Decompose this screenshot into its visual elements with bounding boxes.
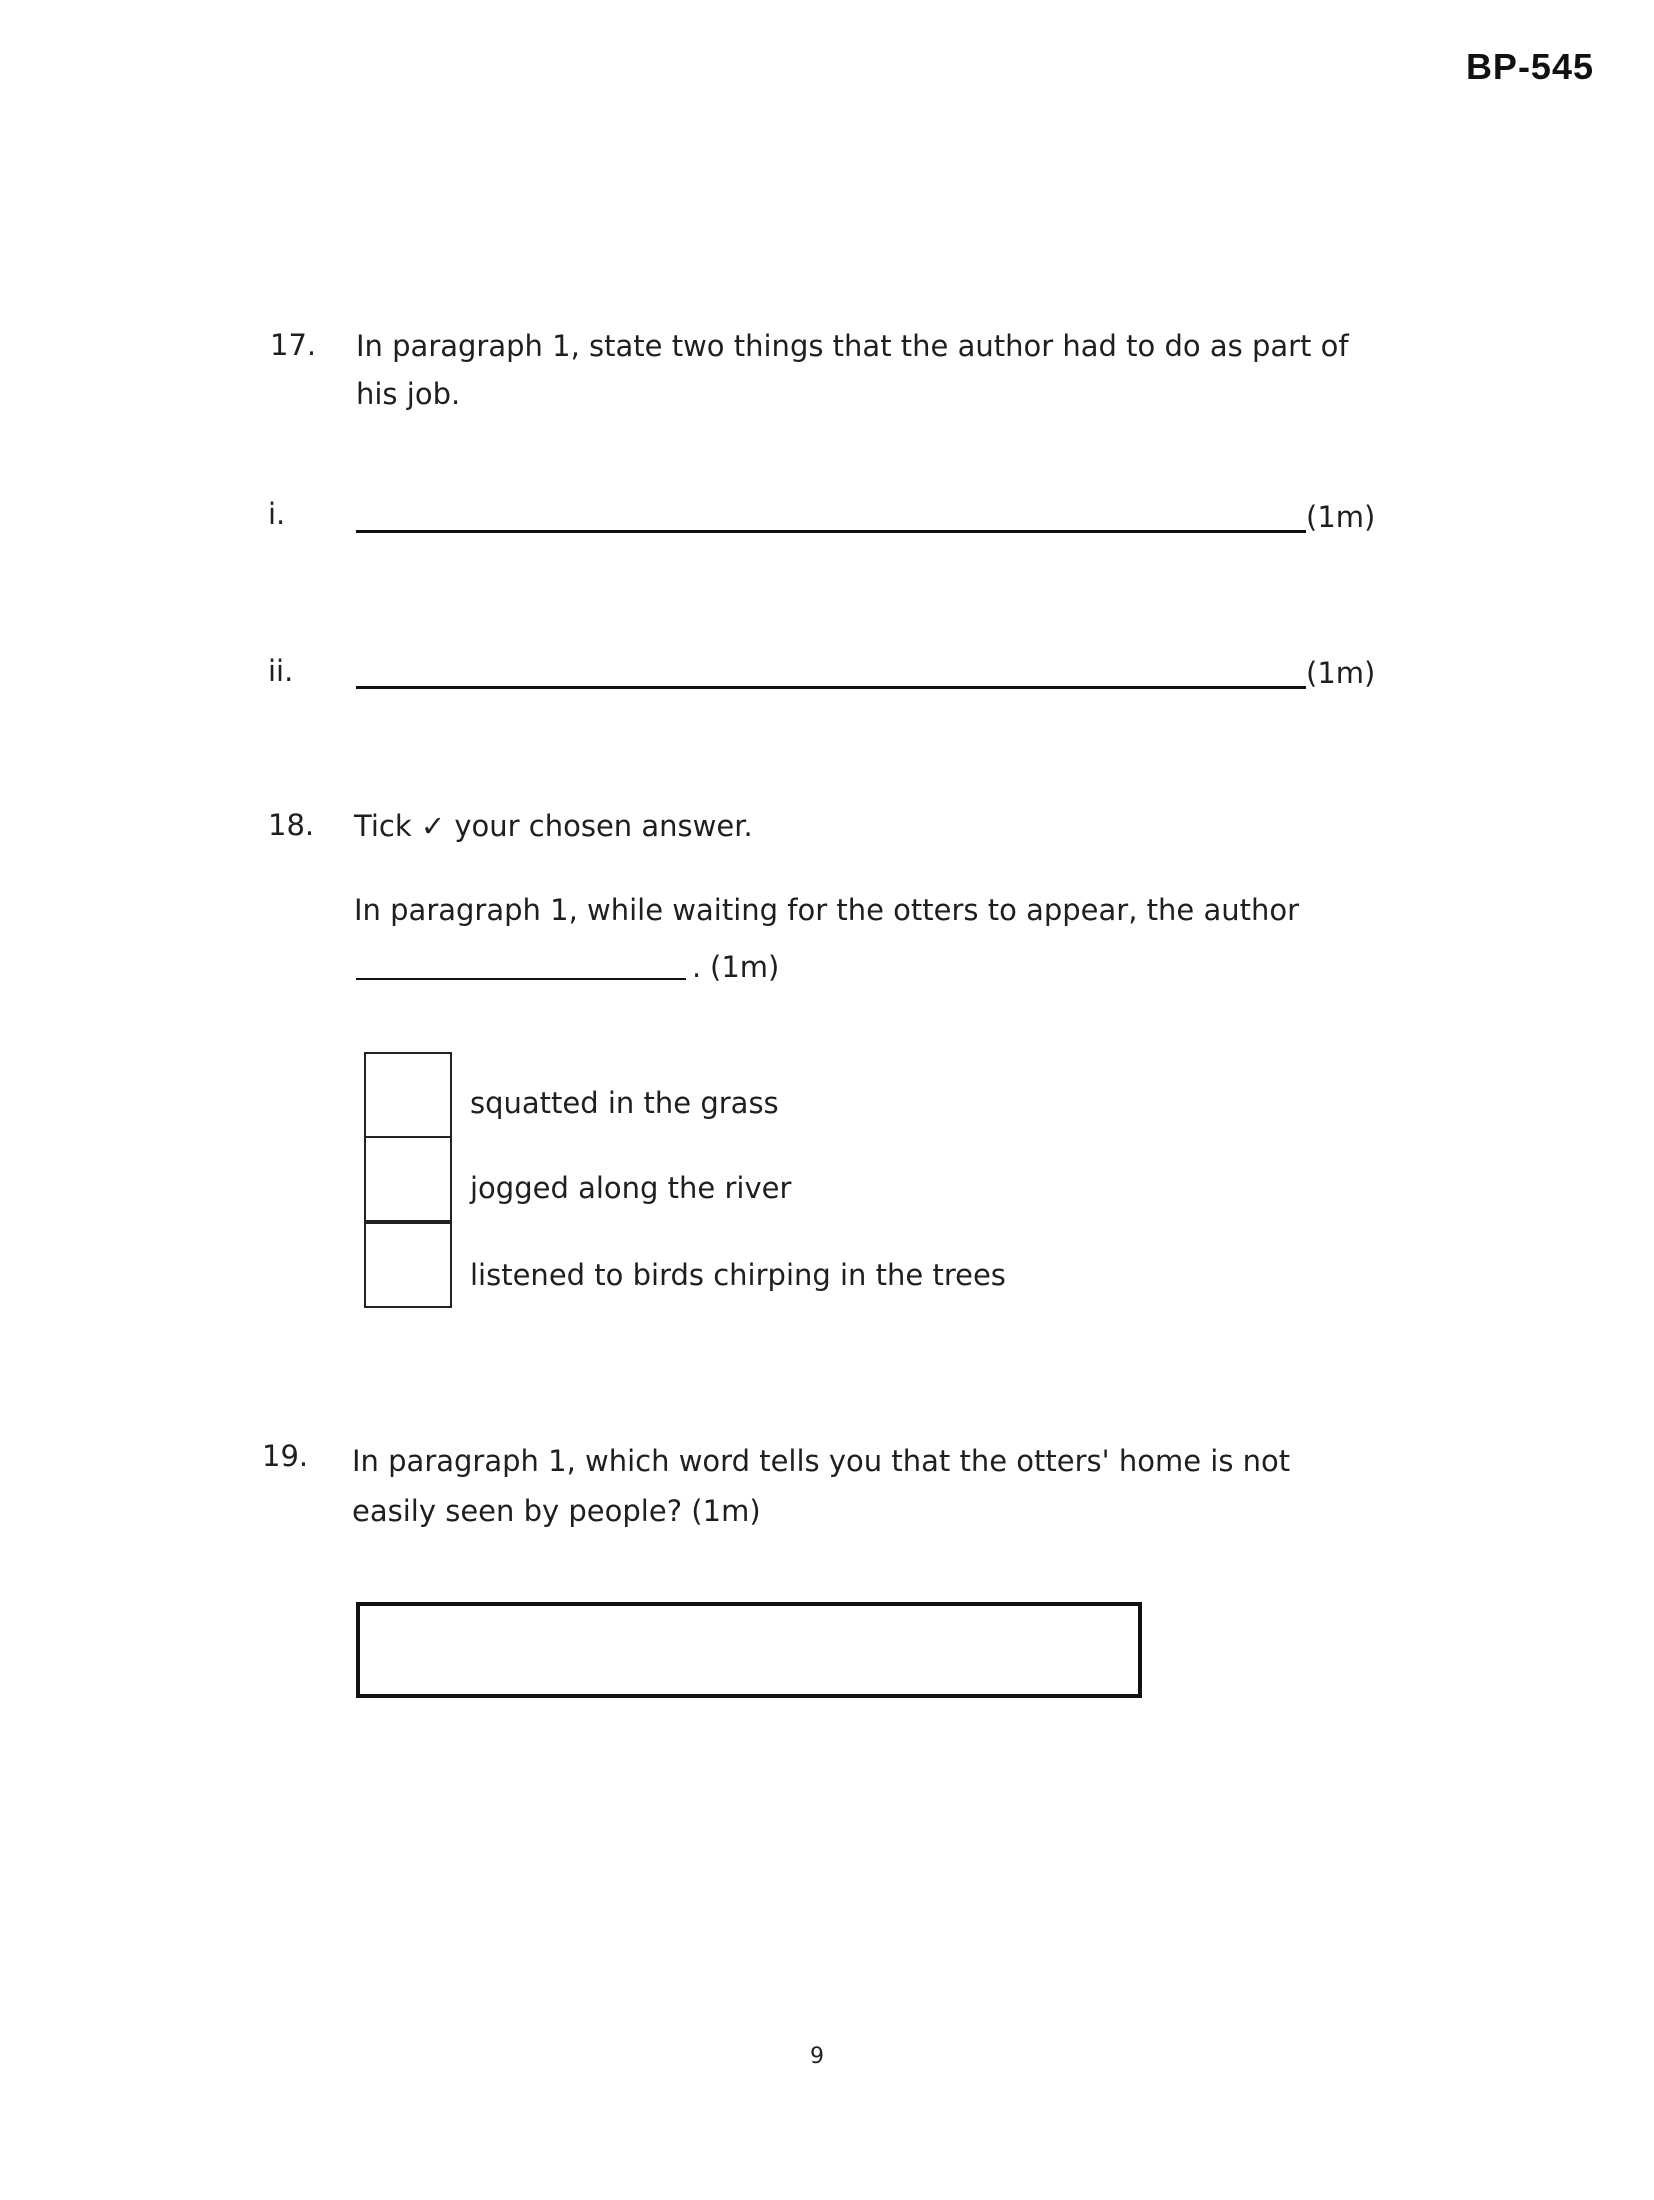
- answer-label-ii: ii.: [268, 654, 294, 688]
- option-2-label: jogged along the river: [470, 1171, 792, 1205]
- fill-in-blank-line[interactable]: [356, 978, 686, 980]
- question-17-text: In paragraph 1, state two things that the author had to do as part of his job.: [356, 329, 1349, 411]
- tick-box-option-1[interactable]: [364, 1052, 452, 1138]
- paper-code: BP-545: [1465, 46, 1594, 87]
- stem-end: .: [692, 950, 702, 984]
- question-18-instruction: Tick ✓ your chosen answer.: [354, 809, 753, 843]
- question-17-number: 17.: [270, 328, 317, 362]
- tick-box-option-2[interactable]: [364, 1136, 452, 1222]
- question-18-marks: (1m): [710, 950, 780, 984]
- page-number: 9: [810, 2044, 824, 2069]
- marks-ii: (1m): [1306, 656, 1376, 690]
- marks-i: (1m): [1306, 500, 1376, 534]
- option-3-label: listened to birds chirping in the trees: [470, 1258, 1006, 1292]
- option-1-label: squatted in the grass: [470, 1086, 779, 1120]
- question-19-number: 19.: [262, 1439, 309, 1473]
- answer-line-ii[interactable]: [356, 686, 1306, 689]
- tick-box-option-3[interactable]: [364, 1222, 452, 1308]
- answer-line-i[interactable]: [356, 530, 1306, 533]
- question-19-text: In paragraph 1, which word tells you that the otters' home is not easily seen by people? (1m): [352, 1444, 1291, 1528]
- answer-label-i: i.: [268, 497, 286, 531]
- question-18-number: 18.: [268, 808, 315, 842]
- answer-box-q19[interactable]: [356, 1602, 1142, 1698]
- question-18-stem: In paragraph 1, while waiting for the otters to appear, the author: [354, 893, 1300, 927]
